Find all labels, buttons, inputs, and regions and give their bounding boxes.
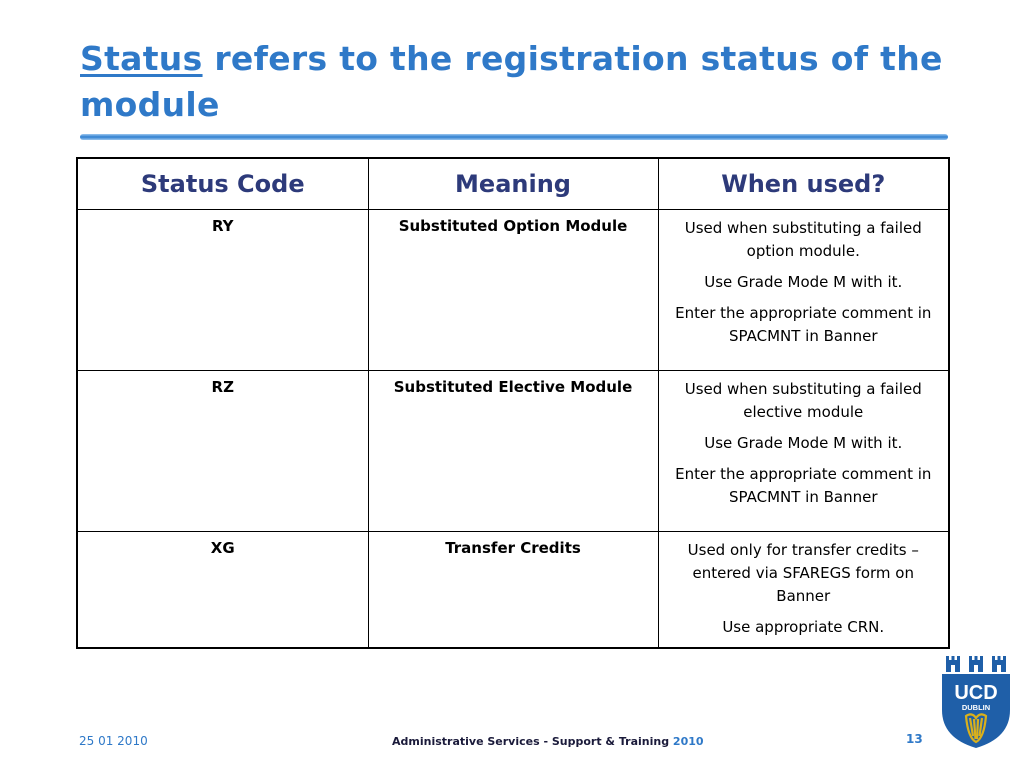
title-keyword: Status — [80, 39, 203, 78]
status-table — [76, 157, 950, 649]
footer-organisation — [392, 735, 704, 748]
footer-year: 2010 — [672, 735, 704, 748]
when-used-line: Use Grade Mode M with it. — [704, 434, 903, 452]
header-when-used: When used? — [658, 158, 949, 210]
table-row — [77, 371, 949, 532]
table-row — [77, 210, 949, 371]
status-code-cell: RY — [77, 210, 368, 371]
when-used-line: Enter the appropriate comment in SPACMNT in Banner — [675, 304, 932, 345]
when-used-line: Enter the appropriate comment in SPACMNT in Banner — [675, 465, 932, 506]
when-used-line: Used only for transfer credits – entered via SFAREGS form on Banner — [687, 541, 919, 605]
meaning-cell: Transfer Credits — [368, 532, 658, 649]
when-used-line: Use Grade Mode M with it. — [704, 273, 903, 291]
meaning-cell: Substituted Elective Module — [368, 371, 658, 532]
when-used-line: Use appropriate CRN. — [722, 618, 885, 636]
logo-text-dublin: DUBLIN — [961, 703, 991, 712]
page-number: 13 — [906, 732, 923, 746]
footer-date: 25 01 2010 — [79, 734, 148, 748]
header-meaning: Meaning — [368, 158, 658, 210]
footer-organisation-text: Administrative Services - Support & Training — [392, 735, 673, 748]
title-rest: refers to the registration status of the module — [80, 39, 943, 124]
table-row — [77, 532, 949, 649]
meaning-cell: Substituted Option Module — [368, 210, 658, 371]
header-row — [77, 158, 949, 210]
when-used-cell — [658, 371, 949, 532]
status-code-cell: XG — [77, 532, 368, 649]
status-code-cell: RZ — [77, 371, 368, 532]
when-used-line: Used when substituting a failed option module. — [684, 219, 922, 260]
when-used-line: Used when substituting a failed elective module — [684, 380, 922, 421]
ucd-crest-logo — [940, 652, 1012, 750]
slide-title — [80, 36, 960, 128]
logo-text-ucd: UCD — [954, 682, 998, 704]
when-used-cell — [658, 210, 949, 371]
when-used-cell — [658, 532, 949, 649]
header-status-code: Status Code — [77, 158, 368, 210]
title-divider — [80, 134, 948, 140]
